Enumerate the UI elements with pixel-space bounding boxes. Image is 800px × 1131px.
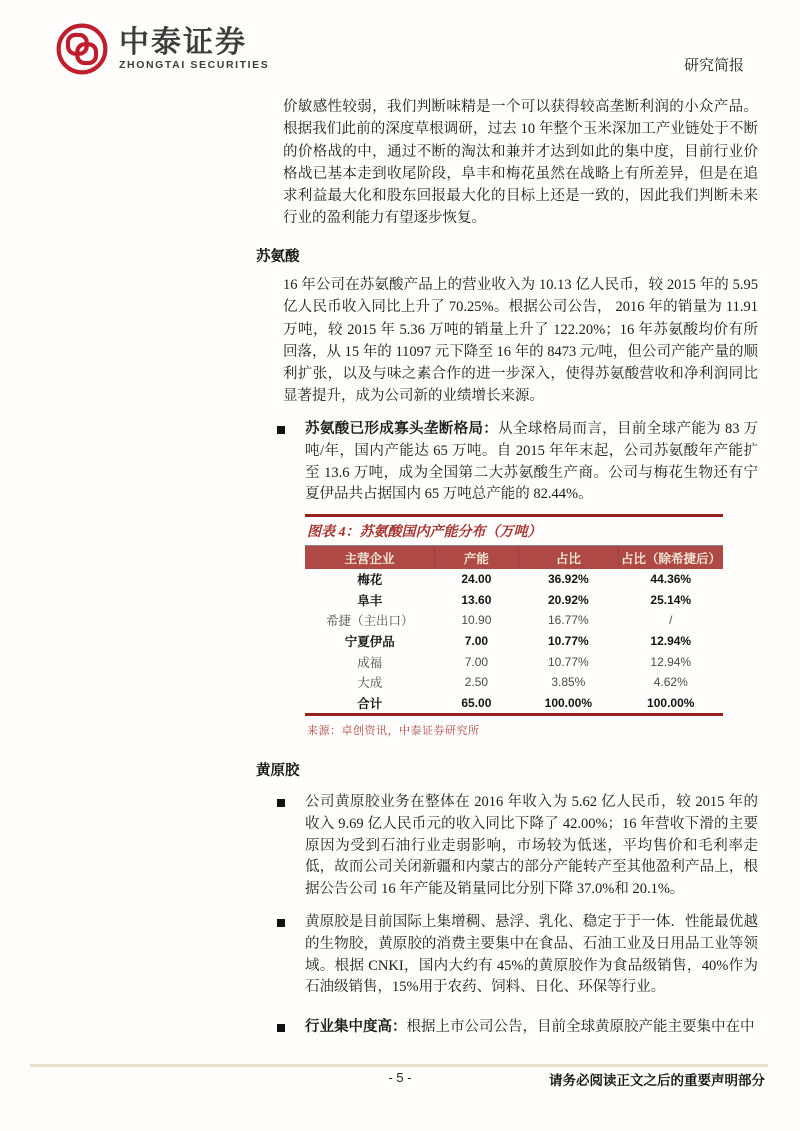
cell-share-ex: 12.94% — [650, 634, 692, 649]
cell-share: 10.77% — [547, 634, 589, 649]
cell-share-ex: 25.14% — [650, 592, 692, 607]
cell-share: 16.77% — [547, 613, 589, 628]
xanthan-bullet-1-text: 公司黄原胶业务在整体在 2016 年收入为 5.62 亿人民币，较 2015 年的收入 9.69 亿人民币元的收入同比下降了 42.00%；16 年营收下滑的主要原因为受到石油行业走弱影响，市场较为低迷，平均售价和毛利率走低，故而公司关闭新疆和内蒙古的部分产能转产至其他盈利产品上，根据公告公司 16 年产能及销量同比分别下降 37.0%和 20.1%。 — [305, 794, 758, 898]
figure-4-table — [305, 514, 723, 738]
col-header-company: 主营企业 — [305, 546, 435, 569]
threonine-bullet-text — [305, 419, 758, 506]
cell-share-ex: / — [669, 613, 673, 628]
table-row — [305, 631, 723, 652]
threonine-bullet-body: 从全球格局而言，目前全球产能为 83 万吨/年，国内产能达 65 万吨。自 2015 年年末起，公司苏氨酸年产能扩至 13.6 万吨，成为全国第二大苏氨酸生产商。公司与梅花生物还有宁夏伊品共占据国内 65 万吨总产能的 82.44%。 — [305, 421, 759, 503]
cell-share-ex: 12.94% — [650, 654, 692, 669]
xanthan-bullet-3-body: 根据上市公司公告，目前全球黄原胶产能主要集中在中 — [406, 1019, 755, 1035]
footer-disclaimer: 请务必阅读正文之后的重要声明部分 — [549, 1073, 765, 1088]
cell-share: 36.92% — [547, 572, 589, 587]
col-header-share-ex: 占比（除希捷后） — [618, 546, 723, 569]
cell-share: 20.92% — [547, 592, 589, 607]
bullet-square-icon — [277, 426, 285, 434]
col-header-capacity: 产能 — [435, 546, 519, 569]
threonine-paragraph: 16 年公司在苏氨酸产品上的营业收入为 10.13 亿人民币，较 2015 年的 5.95 亿人民币收入同比上升了 70.25%。根据公司公告， 2016 年的销量为 11.91 万吨，较 2015 年 5.36 万吨的销量上升了 122.20%；16 年苏氨酸均价有所回落，从 15 年的 11097 元下降至 16 年的 8473 元/吨，但公司产能产量的顺利扩张，以及与味之素合作的进一步深入，使得苏氨酸营收和净利润同比显著提升，成为公司新的业绩增长来源。 — [283, 277, 758, 405]
bullet-square-icon — [277, 919, 285, 927]
table-total-row — [305, 693, 723, 714]
cell-capacity: 2.50 — [464, 675, 489, 690]
cell-company: 梅花 — [357, 573, 383, 588]
figure-4-title: 图表 4：苏氨酸国内产能分布（万吨） — [305, 517, 723, 546]
page-number: - 5 - — [388, 1070, 412, 1085]
zhongtai-emblem-icon — [55, 22, 109, 76]
cell-capacity: 24.00 — [461, 572, 492, 587]
section-heading-threonine: 苏氨酸 — [256, 249, 300, 265]
col-header-share: 占比 — [518, 546, 618, 569]
table-row — [305, 672, 723, 693]
cell-share-ex: 100.00% — [647, 695, 695, 710]
cell-capacity: 13.60 — [461, 592, 492, 607]
cell-company: 希捷（主出口） — [326, 614, 414, 629]
capacity-table — [305, 546, 723, 713]
cell-company: 大成 — [357, 676, 383, 691]
cell-company: 成福 — [357, 655, 383, 670]
cell-capacity: 65.00 — [461, 695, 492, 710]
cell-capacity: 7.00 — [464, 634, 489, 649]
cell-capacity: 10.90 — [461, 613, 492, 628]
cell-company: 合计 — [357, 696, 383, 711]
section-heading-xanthan: 黄原胶 — [256, 763, 300, 779]
table-row — [305, 610, 723, 631]
document-type-label: 研究简报 — [683, 58, 744, 74]
xanthan-bullet-3 — [277, 1017, 758, 1039]
xanthan-bullet-2 — [277, 912, 758, 999]
table-row — [305, 651, 723, 672]
table-header-row — [305, 546, 723, 569]
xanthan-bullet-2-text: 黄原胶是目前国际上集增稠、悬浮、乳化、稳定于于一体．性能最优越的生物胶，黄原胶的消费主要集中在食品、石油工业及日用品工业等领域。根据 CNKI，国内大约有 45%的黄原胶作为食品级销售，40%作为石油级销售，15%用于农药、饲料、日化、环保等行业。 — [305, 914, 758, 996]
cell-share-ex: 44.36% — [650, 572, 692, 587]
table-row — [305, 569, 723, 590]
footer-divider — [30, 1064, 768, 1067]
threonine-bullet-lead: 苏氨酸已形成寡头垄断格局： — [305, 421, 499, 437]
xanthan-bullet-3-lead: 行业集中度高： — [305, 1019, 407, 1035]
cell-share-ex: 4.62% — [653, 675, 688, 690]
cell-capacity: 7.00 — [464, 654, 489, 669]
xanthan-bullet-3-text — [305, 1017, 758, 1039]
cell-share: 3.85% — [551, 675, 586, 690]
brand-logo — [55, 22, 269, 76]
intro-paragraph: 价敏感性较弱，我们判断味精是一个可以获得较高垄断利润的小众产品。根据我们此前的深度草根调研，过去 10 年整个玉米深加工产业链处于不断的价格战的中，通过不断的淘汰和兼并才达到如此的集中度，目前行业价格战已基本走到收尾阶段，阜丰和梅花虽然在战略上有所差异，但是在追求利益最大化和股东回报最大化的目标上还是一致的，因此我们判断未来行业的盈利能力有望逐步恢复。 — [283, 99, 758, 227]
brand-text — [119, 27, 269, 72]
threonine-bullet — [277, 419, 758, 506]
bullet-square-icon — [277, 1024, 285, 1032]
table-row — [305, 590, 723, 611]
brand-name-en: ZHONGTAI SECURITIES — [119, 58, 270, 71]
cell-share: 10.77% — [547, 654, 589, 669]
table-source: 来源：卓创资讯，中泰证券研究所 — [307, 724, 480, 737]
xanthan-bullet-1 — [277, 792, 758, 901]
cell-company: 宁夏伊品 — [344, 635, 395, 650]
bullet-square-icon — [277, 799, 285, 807]
brand-name-cn: 中泰证券 — [119, 25, 247, 59]
cell-share: 100.00% — [544, 695, 593, 710]
cell-company: 阜丰 — [357, 593, 383, 608]
